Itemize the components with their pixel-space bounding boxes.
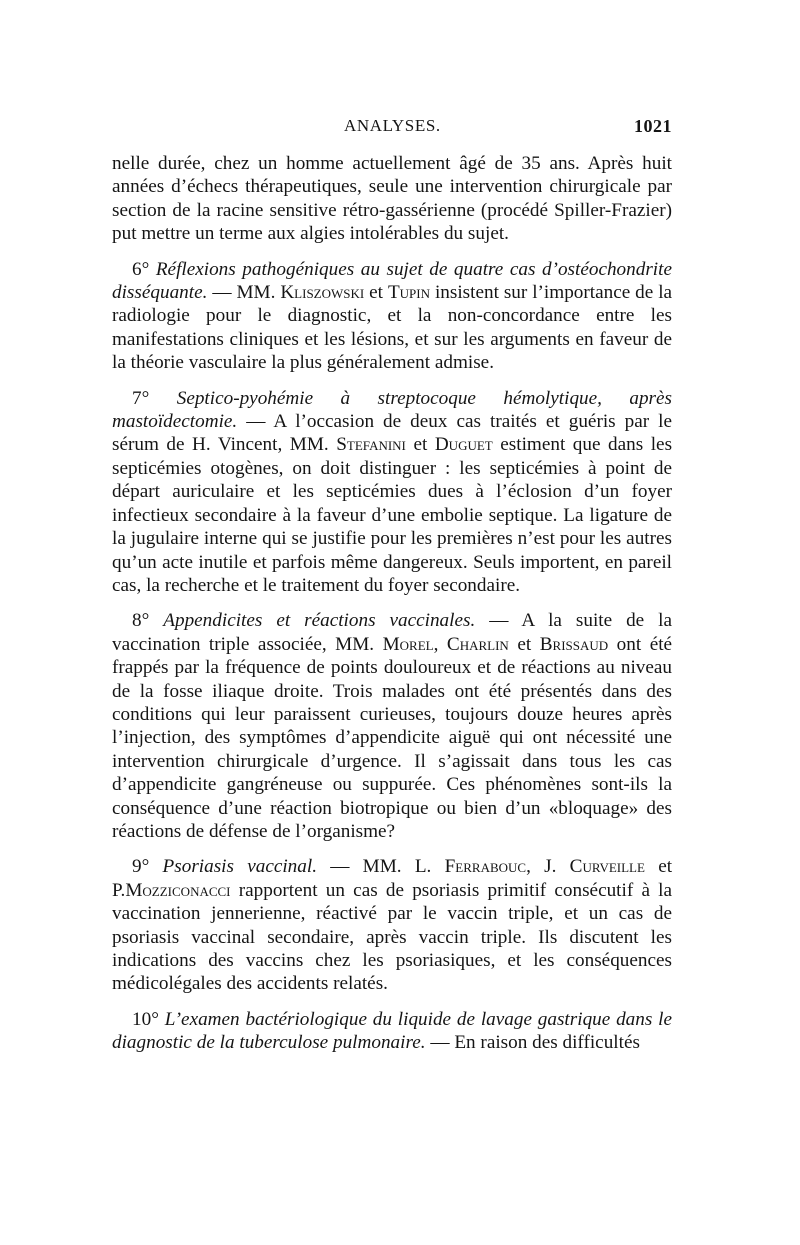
author-name: Mozziconacci (125, 879, 231, 901)
item-number: 7° (132, 387, 150, 409)
document-page (112, 116, 672, 1055)
paragraph-text: nelle durée, chez un homme actuellement âgé de 35 ans. Après huit années d’échecs thérapeutiques, seule une intervention chirurgicale par section de la racine sensitive rétro-gassérienne (procédé Spiller-Frazier) put mettre un terme aux algies intolérables du sujet. (112, 153, 672, 245)
paragraph-item-8 (112, 609, 672, 843)
item-text: — MM. (212, 282, 276, 304)
author-name: Charlin (446, 633, 509, 655)
item-text: — En raison des difficultés (430, 1032, 640, 1054)
item-text: ont été frappés par la fréquence de points douloureux et de réactions au niveau de la fosse iliaque droite. Trois malades ont été présentés dans des conditions qui leur paraissent curieuses, toujours douze heures après l’injection, des symptômes d’appendicite aiguë qui ont nécessité une intervention chirurgicale d’urgence. Il s’agissait dans tous les cas d’appendicite gangréneuse ou suppurée. Ces phénomènes sont-ils la conséquence d’une réaction biotropique ou bien d’un «bloquage» des réactions de défense de l’organisme? (112, 633, 673, 842)
item-number: 9° (132, 856, 150, 878)
item-title: L’examen bactériologique du liquide de lavage gastrique dans le diagnostic de la tuberculose pulmonaire. (112, 1008, 672, 1054)
author-name: Duguet (434, 434, 493, 456)
page-header (112, 116, 672, 146)
item-text: et (369, 282, 384, 304)
page-number: 1021 (634, 116, 672, 136)
running-head: ANALYSES. (344, 116, 441, 135)
paragraph-item-7 (112, 387, 672, 598)
item-text: rapportent un cas de psoriasis primitif consécutif à la vaccination jennerienne, réactivé par le vaccin triple, et un cas de psoriasis vaccinal secondaire, après vaccin triple. Ils discutent les indications des vaccins chez les psoriasiques, et les conséquences médicolégales des accidents relatés. (112, 879, 673, 995)
paragraph-item-6 (112, 258, 672, 375)
paragraph-item-10 (112, 1008, 672, 1055)
item-text: et P. (112, 856, 673, 901)
item-text: J. (544, 856, 557, 878)
author-name: Stefanini (336, 434, 406, 456)
item-text: — A la suite de la vaccination triple associée, MM. (112, 610, 673, 655)
item-text: — MM. L. (330, 856, 432, 878)
item-text: insistent sur l’importance de la radiologie pour le diagnostic, et la non-concordance entre les manifestations cliniques et les lésions, et sur les arguments en faveur de la théorie vasculaire la plus généralement admise. (112, 282, 673, 374)
item-text: et (517, 633, 532, 655)
author-name: Brissaud (539, 633, 609, 655)
paragraph-item-9 (112, 855, 672, 995)
item-text: estiment que dans les septicémies otogènes, on doit distinguer : les septicémies à point de départ auriculaire et les septicémies dues à l’éclosion d’un foyer infectieux secondaire à la faveur d’une embolie septique. La ligature de la jugulaire interne qui se justifie pour les premières n’est pour les autres qu’un acte inutile et parfois même dangereux. Seuls importent, en pareil cas, la recherche et le traitement du foyer secondaire. (112, 434, 673, 596)
item-number: 10° (132, 1008, 159, 1030)
item-title: Septico-pyohémie à streptocoque hémolytique, après mastoïdectomie. (112, 387, 673, 433)
author-name: Curveille (569, 856, 645, 878)
item-number: 6° (132, 258, 150, 280)
item-number: 8° (132, 610, 150, 632)
author-name: Ferrabouc, (444, 856, 531, 878)
item-title: Réflexions pathogéniques au sujet de quatre cas d’ostéochondrite disséquante. (112, 258, 672, 304)
item-title: Psoriasis vaccinal. (162, 856, 317, 878)
item-text: — A l’occasion de deux cas traités et guéris par le sérum de H. Vincent, MM. (112, 411, 672, 456)
author-name: Tupin (387, 282, 431, 304)
paragraph-continuation (112, 152, 672, 246)
author-name: Morel, (382, 633, 439, 655)
item-text: et (413, 434, 428, 456)
item-title: Appendicites et réactions vaccinales. (163, 610, 476, 632)
author-name: Kliszowski (280, 282, 365, 304)
